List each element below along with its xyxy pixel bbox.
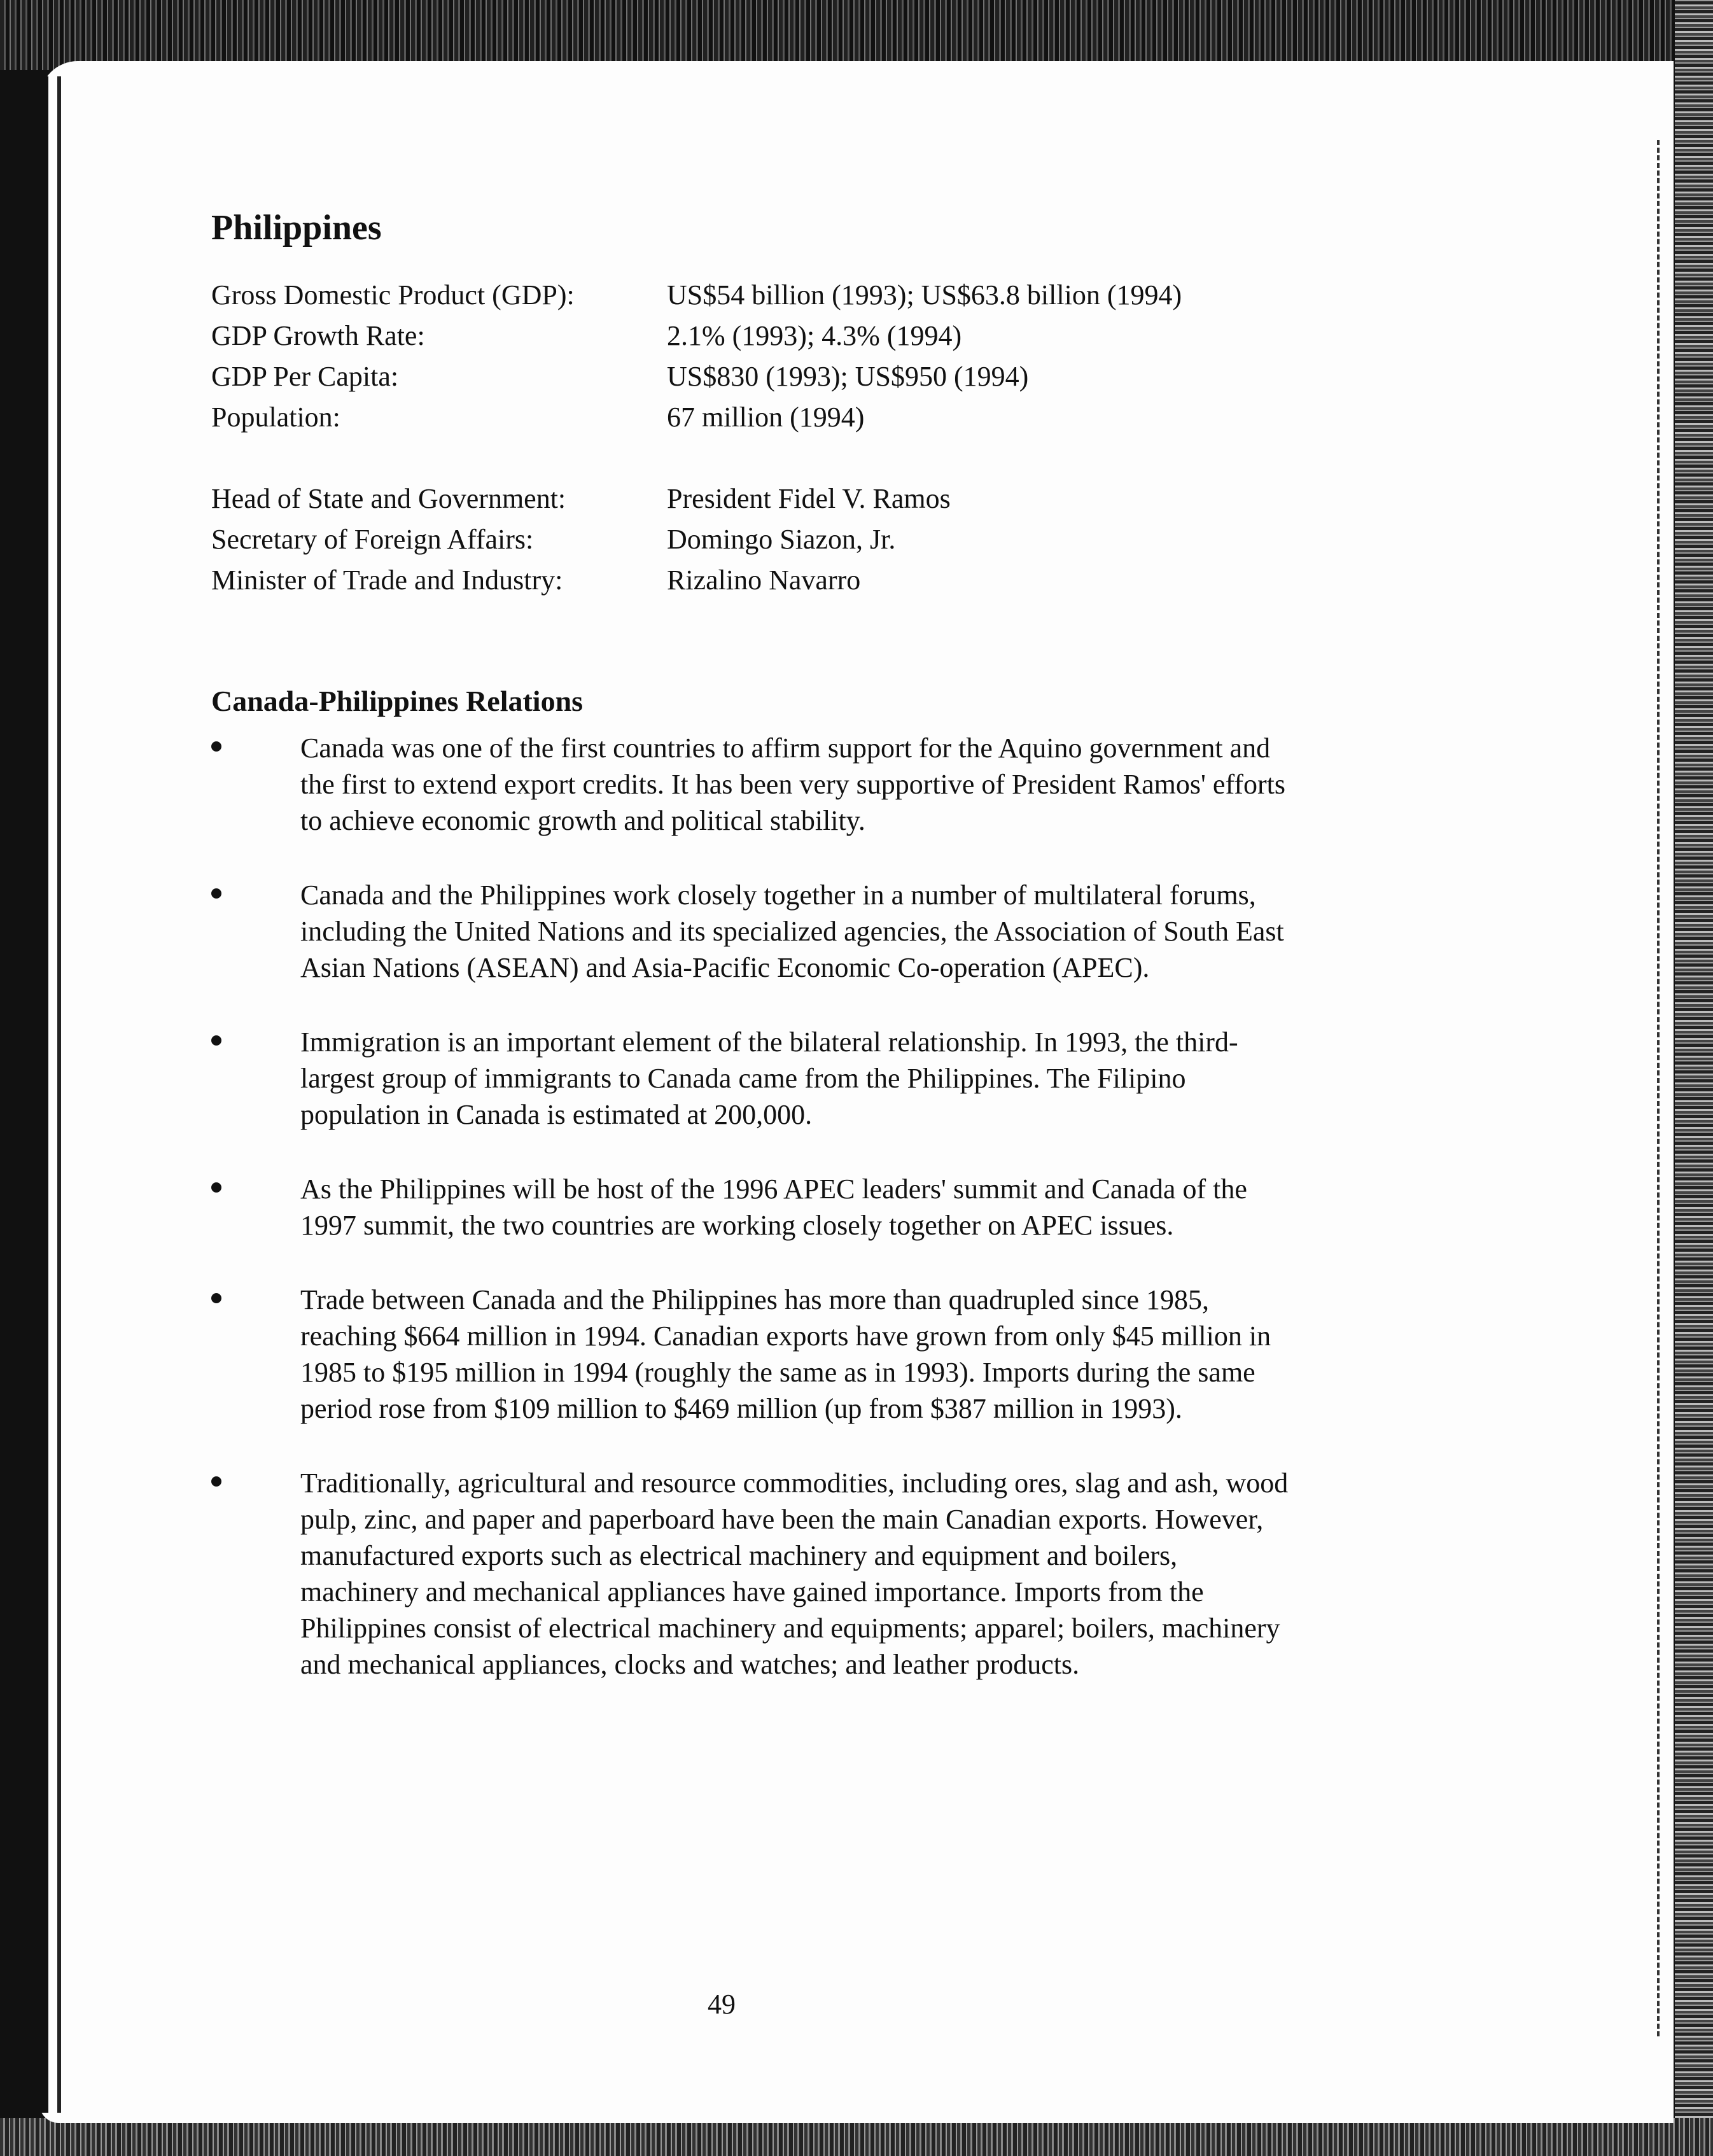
fact-value: 2.1% (1993); 4.3% (1994) (667, 320, 962, 351)
scan-border-bottom (0, 2118, 1713, 2156)
fact-row-gdp-per-capita (211, 356, 1293, 397)
official-row-trade-industry (211, 560, 1293, 601)
list-item (211, 1465, 1293, 1683)
official-name: Domingo Siazon, Jr. (667, 524, 896, 555)
perforation-line (1657, 140, 1660, 2036)
list-item (211, 1282, 1293, 1427)
bullet-icon (211, 1182, 221, 1193)
bullet-icon (211, 1293, 221, 1303)
official-name: Rizalino Navarro (667, 564, 861, 596)
scan-border-top (0, 0, 1713, 70)
scan-border-right (1675, 0, 1713, 2156)
binding-edge-inner (57, 76, 61, 2113)
bullet-icon (211, 1476, 221, 1487)
bullet-text: Trade between Canada and the Philippines has more than quadrupled since 1985, reaching $664 million in 1994. Canadian exports have grown from only $45 million in 1985 to $195 million in 1994 (roughly the same as in 1993). Imports during the same period rose from $109 million to $469 million (up from $387 million in 1993). (300, 1284, 1271, 1425)
fact-label: GDP Per Capita: (211, 361, 399, 392)
fact-value: 67 million (1994) (667, 402, 865, 433)
spacer (211, 438, 1293, 479)
official-row-head-of-state (211, 479, 1293, 519)
official-row-foreign-affairs (211, 519, 1293, 560)
list-item (211, 1024, 1293, 1133)
bullet-icon (211, 741, 221, 752)
bullet-icon (211, 1035, 221, 1046)
document-body (211, 210, 1293, 1721)
fact-row-population (211, 397, 1293, 438)
official-label: Minister of Trade and Industry: (211, 564, 563, 596)
bullet-text: Traditionally, agricultural and resource commodities, including ores, slag and ash, wood pulp, zinc, and paper and paperboard have been the main Canadian exports. However, manufactured exports such as electrical machinery and equipment and boilers, machinery and mechanical appliances have gained importance. Imports from the Philippines consist of electrical machinery and equipments; apparel; boilers, machinery and mechanical appliances, clocks and watches; and leather products. (300, 1467, 1289, 1681)
list-item (211, 877, 1293, 986)
bullet-text: Canada was one of the first countries to affirm support for the Aquino government and the first to extend export credits. It has been very supportive of President Ramos' efforts to achieve economic growth and political stability. (300, 732, 1285, 837)
list-item (211, 1171, 1293, 1243)
section-heading: Canada-Philippines Relations (211, 685, 584, 717)
bullet-icon (211, 888, 221, 899)
page-title: Philippines (211, 208, 382, 248)
official-label: Head of State and Government: (211, 483, 566, 514)
fact-label: Gross Domestic Product (GDP): (211, 279, 575, 311)
fact-label: GDP Growth Rate: (211, 320, 425, 351)
relations-bullet-list (211, 730, 1293, 1683)
bullet-text: Canada and the Philippines work closely together in a number of multilateral forums, including the United Nations and its specialized agencies, the Association of South East Asian Nations (ASEAN) and Asia-Pacific Economic Co-operation (APEC). (300, 879, 1284, 984)
bullet-text: As the Philippines will be host of the 1996 APEC leaders' summit and Canada of the 1997 summit, the two countries are working closely together on APEC issues. (300, 1173, 1247, 1242)
fact-value: US$830 (1993); US$950 (1994) (667, 361, 1029, 392)
fact-row-gdp (211, 275, 1293, 316)
page-number: 49 (708, 1989, 736, 2020)
fact-value: US$54 billion (1993); US$63.8 billion (1994) (667, 279, 1182, 311)
bullet-text: Immigration is an important element of the bilateral relationship. In 1993, the third-largest group of immigrants to Canada came from the Philippines. The Filipino population in Canada is estimated at 200,000. (300, 1026, 1238, 1131)
official-label: Secretary of Foreign Affairs: (211, 524, 534, 555)
fact-label: Population: (211, 402, 340, 433)
official-name: President Fidel V. Ramos (667, 483, 951, 514)
list-item (211, 730, 1293, 839)
country-facts (211, 275, 1293, 601)
fact-row-gdp-growth (211, 316, 1293, 356)
binding-edge (39, 76, 48, 2113)
